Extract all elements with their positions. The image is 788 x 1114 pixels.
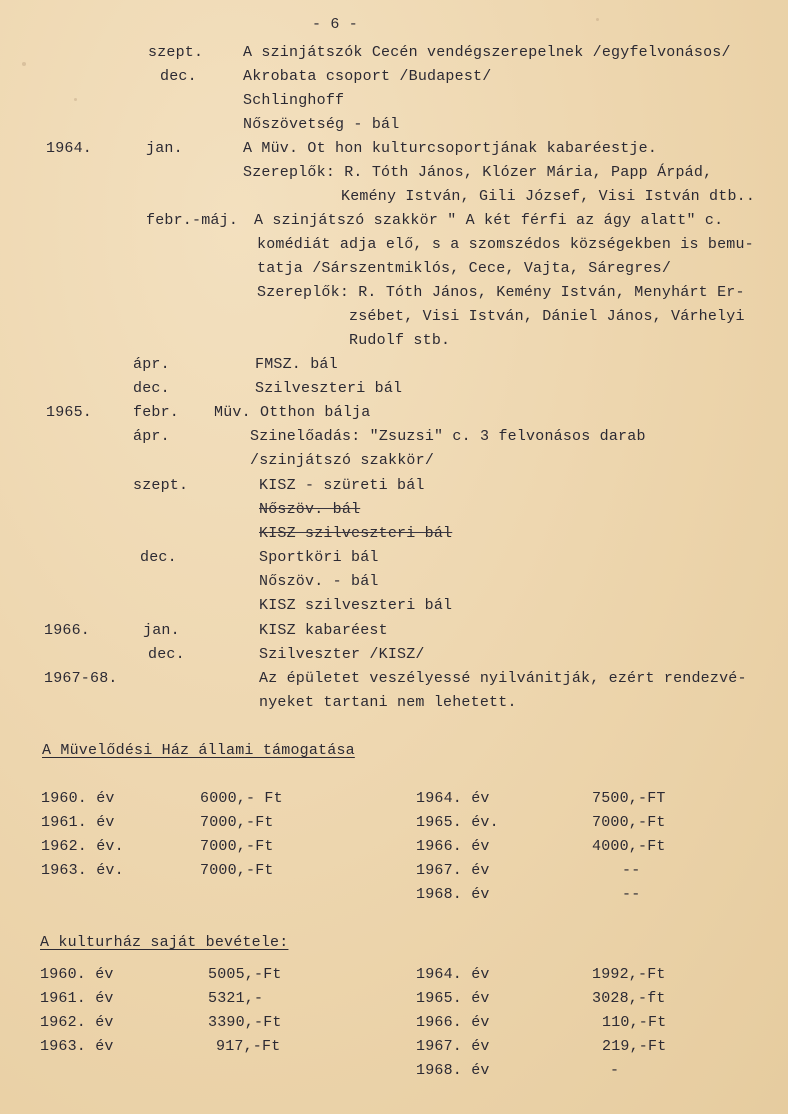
event-year: 1964. — [46, 140, 93, 157]
event-month: szept. — [148, 44, 204, 61]
income-year: 1966. év — [416, 1014, 490, 1031]
event-text: Nőszövetség - bál — [243, 116, 400, 133]
event-text: Rudolf stb. — [349, 332, 451, 349]
event-text: nyeket tartani nem lehetett. — [259, 694, 517, 711]
event-text: Schlinghoff — [243, 92, 345, 109]
support-amount: 7000,-Ft — [200, 838, 274, 855]
income-amount: 917,-Ft — [216, 1038, 281, 1055]
event-month: febr.-máj. — [146, 212, 239, 229]
support-amount: 4000,-Ft — [592, 838, 666, 855]
income-year: 1962. év — [40, 1014, 114, 1031]
event-text-struck: KISZ szilveszteri bál — [259, 525, 453, 542]
income-year: 1965. év — [416, 990, 490, 1007]
support-year: 1960. év — [41, 790, 115, 807]
income-year: 1964. év — [416, 966, 490, 983]
event-text: FMSZ. bál — [255, 356, 338, 373]
event-text: A szinjátszó szakkör " A két férfi az ágy alatt" c. — [254, 212, 724, 229]
paper-spot — [596, 18, 599, 21]
income-amount: 219,-Ft — [602, 1038, 667, 1055]
support-year: 1961. év — [41, 814, 115, 831]
event-text: KISZ kabaréest — [259, 622, 388, 639]
event-month: jan. — [146, 140, 183, 157]
income-year: 1960. év — [40, 966, 114, 983]
support-year: 1966. év — [416, 838, 490, 855]
support-amount: 7000,-Ft — [200, 862, 274, 879]
event-month: febr. — [133, 404, 180, 421]
event-year: 1965. — [46, 404, 93, 421]
support-amount: 7500,-FT — [592, 790, 666, 807]
income-amount: - — [610, 1062, 620, 1079]
paper-spot — [22, 62, 26, 66]
event-month: dec. — [140, 549, 177, 566]
income-amount: 5321,- — [208, 990, 264, 1007]
event-text: Szinelőadás: "Zsuzsi" c. 3 felvonásos darab — [250, 428, 646, 445]
income-amount: 110,-Ft — [602, 1014, 667, 1031]
support-year: 1965. év. — [416, 814, 499, 831]
event-text: komédiát adja elő, s a szomszédos községekben is bemu- — [257, 236, 754, 253]
event-text: Szereplők: R. Tóth János, Klózer Mária, Papp Árpád, — [243, 164, 713, 181]
event-text: Sportköri bál — [259, 549, 379, 566]
event-text: A Müv. Ot hon kulturcsoportjának kabaréestje. — [243, 140, 658, 157]
event-text: KISZ szilveszteri bál — [259, 597, 453, 614]
event-year: 1967-68. — [44, 670, 118, 687]
support-amount: 7000,-Ft — [200, 814, 274, 831]
income-year: 1967. év — [416, 1038, 490, 1055]
support-year: 1967. év — [416, 862, 490, 879]
event-text: Müv. Otthon bálja — [214, 404, 371, 421]
event-text: Nőszöv. - bál — [259, 573, 379, 590]
event-month: jan. — [143, 622, 180, 639]
support-year: 1962. év. — [41, 838, 124, 855]
event-text: tatja /Sárszentmiklós, Cece, Vajta, Sáregres/ — [257, 260, 672, 277]
event-month: dec. — [148, 646, 185, 663]
support-amount: 7000,-Ft — [592, 814, 666, 831]
event-text: Szilveszteri bál — [255, 380, 403, 397]
own-income-heading: A kulturház saját bevétele: — [40, 934, 289, 951]
event-text: Kemény István, Gili József, Visi István dtb.. — [341, 188, 756, 205]
support-year: 1968. év — [416, 886, 490, 903]
event-text: Szilveszter /KISZ/ — [259, 646, 425, 663]
income-year: 1961. év — [40, 990, 114, 1007]
event-text: Az épületet veszélyessé nyilvánitják, ezért rendezvé- — [259, 670, 747, 687]
state-support-heading: A Müvelődési Ház állami támogatása — [42, 742, 355, 759]
support-amount: 6000,- Ft — [200, 790, 283, 807]
page-number: - 6 - — [312, 16, 359, 33]
income-amount: 1992,-Ft — [592, 966, 666, 983]
income-amount: 3028,-ft — [592, 990, 666, 1007]
event-text: Akrobata csoport /Budapest/ — [243, 68, 492, 85]
event-text: Szereplők: R. Tóth János, Kemény István, Menyhárt Er- — [257, 284, 745, 301]
support-amount: -- — [622, 886, 641, 903]
support-amount: -- — [622, 862, 641, 879]
income-amount: 3390,-Ft — [208, 1014, 282, 1031]
event-text: A szinjátszók Cecén vendégszerepelnek /egyfelvonásos/ — [243, 44, 731, 61]
support-year: 1964. év — [416, 790, 490, 807]
income-amount: 5005,-Ft — [208, 966, 282, 983]
event-month: ápr. — [133, 428, 170, 445]
income-year: 1968. év — [416, 1062, 490, 1079]
event-month: dec. — [133, 380, 170, 397]
event-text: zsébet, Visi István, Dániel János, Várhelyi — [349, 308, 745, 325]
event-month: szept. — [133, 477, 189, 494]
event-month: ápr. — [133, 356, 170, 373]
event-text: KISZ - szüreti bál — [259, 477, 425, 494]
income-year: 1963. év — [40, 1038, 114, 1055]
event-year: 1966. — [44, 622, 91, 639]
event-text: /szinjátszó szakkör/ — [250, 452, 435, 469]
support-year: 1963. év. — [41, 862, 124, 879]
paper-spot — [74, 98, 77, 101]
event-month: dec. — [160, 68, 197, 85]
event-text-struck: Nőszöv. bál — [259, 501, 361, 518]
